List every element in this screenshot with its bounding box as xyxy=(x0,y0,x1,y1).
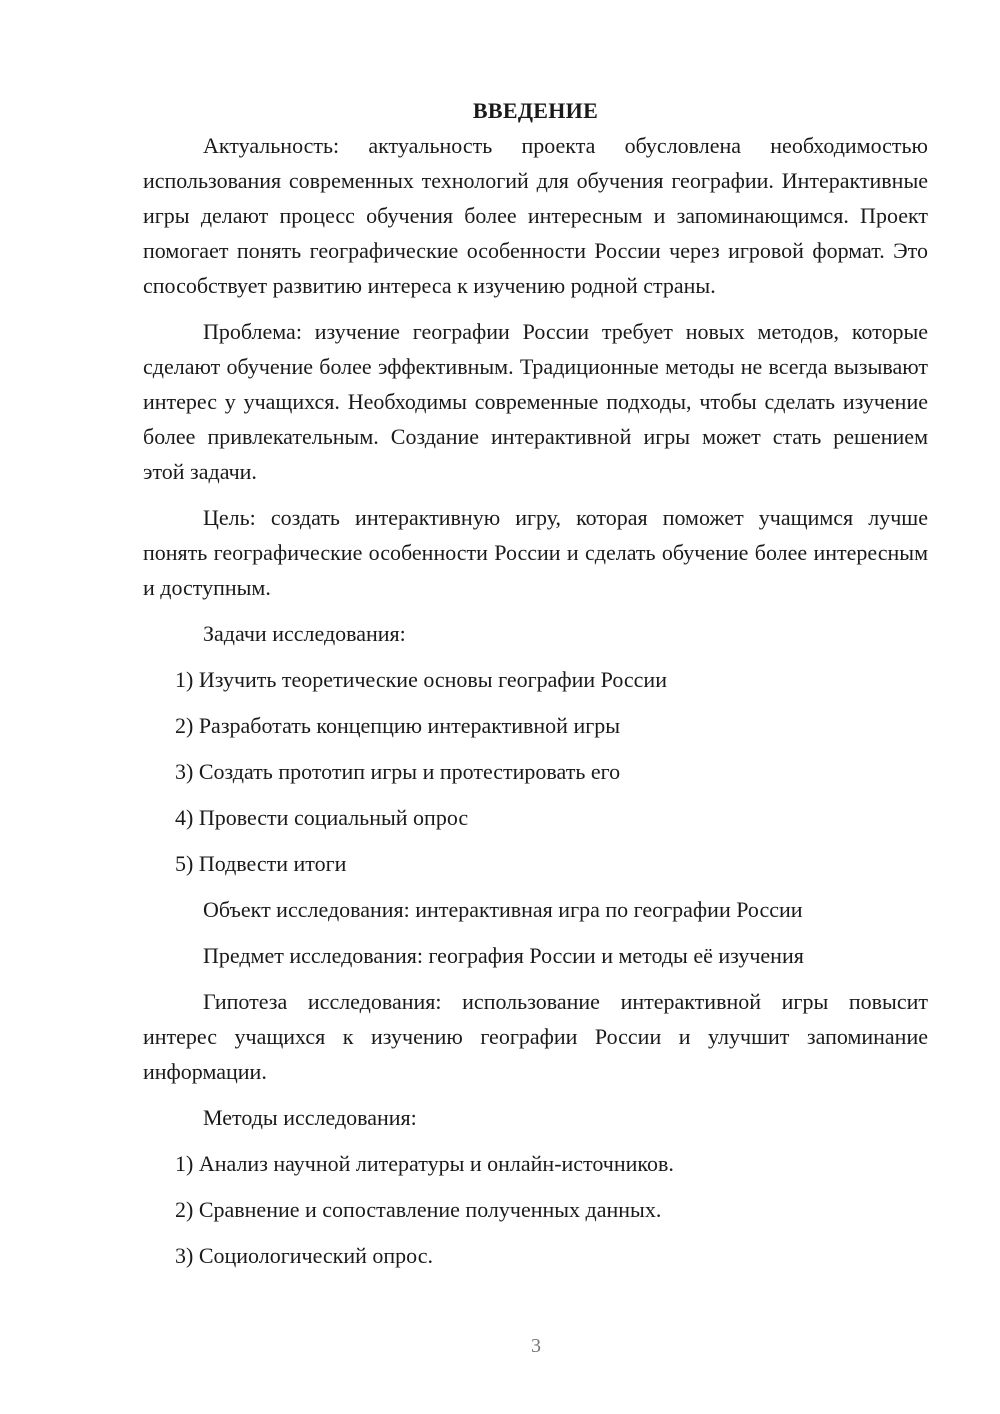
relevance-paragraph: Актуальность: актуальность проекта обусловлена необходимостью использования современных технологий для обучения географии. Интерактивные игры делают процесс обучения более интересным и запоминающимся. Проект помогает понять географические особенности России через игровой формат. Это способствует развитию интереса к изучению родной страны. xyxy=(143,133,928,298)
hypothesis-paragraph: Гипотеза исследования: использование интерактивной игры повысит интерес учащихся к изучению географии России и улучшит запоминание информации. xyxy=(143,989,928,1084)
task-item-2: 2) Разработать концепцию интерактивной игры xyxy=(175,713,621,738)
method-item-1: 1) Анализ научной литературы и онлайн-источников. xyxy=(175,1151,674,1176)
subject-line: Предмет исследования: география России и методы её изучения xyxy=(203,943,804,968)
goal-paragraph: Цель: создать интерактивную игру, которая поможет учащимся лучше понять географические особенности России и сделать обучение более интересным и доступным. xyxy=(143,505,928,600)
document-page xyxy=(143,96,928,1284)
page-title: ВВЕДЕНИЕ xyxy=(472,98,599,123)
tasks-label: Задачи исследования: xyxy=(203,621,406,646)
methods-label: Методы исследования: xyxy=(203,1105,417,1130)
task-item-3: 3) Создать прототип игры и протестировать его xyxy=(175,759,621,784)
method-item-2: 2) Сравнение и сопоставление полученных данных. xyxy=(175,1197,662,1222)
page-number: 3 xyxy=(531,1335,541,1357)
task-item-4: 4) Провести социальный опрос xyxy=(175,805,469,830)
task-item-1: 1) Изучить теоретические основы географии России xyxy=(175,667,667,692)
method-item-3: 3) Социологический опрос. xyxy=(175,1243,433,1268)
problem-paragraph: Проблема: изучение географии России требует новых методов, которые сделают обучение более эффективным. Традиционные методы не всегда вызывают интерес у учащихся. Необходимы современные подходы, чтобы сделать изучение более привлекательным. Создание интерактивной игры может стать решением этой задачи. xyxy=(143,319,928,484)
object-line: Объект исследования: интерактивная игра по географии России xyxy=(203,897,803,922)
task-item-5: 5) Подвести итоги xyxy=(175,851,347,876)
